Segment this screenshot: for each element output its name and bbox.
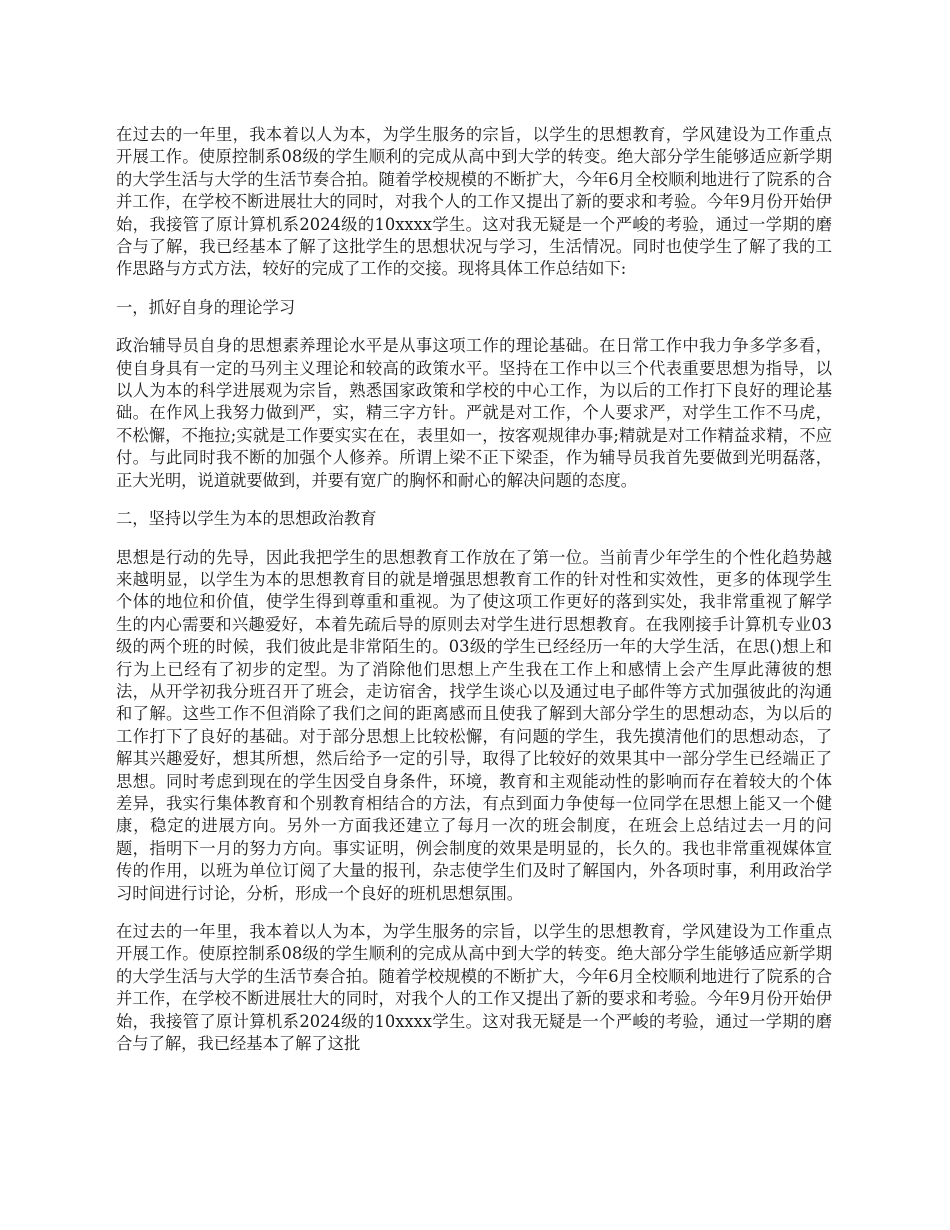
ideological-education-paragraph: 思想是行动的先导，因此我把学生的思想教育工作放在了第一位。当前青少年学生的个性化趋势越来越明显，以学生为本的思想教育目的就是增强思想教育工作的针对性和实效性，更多的体现学生个体的地位和价值，使学生得到尊重和重视。为了使这项工作更好的落到实处，我非常重视了解学生的内心需要和兴趣爱好，本着先疏后导的原则去对学生进行思想教育。在我刚接手计算机专业03级的两个班的时候，我们彼此是非常陌生的。03级的学生已经经历一年的大学生活，在思()想上和行为上已经有了初步的定型。为了消除他们思想上产生我在工作上和感情上会产生厚此薄彼的想法，从开学初我分班召开了班会，走访宿舍，找学生谈心以及通过电子邮件等方式加强彼此的沟通和了解。这些工作不但消除了我们之间的距离感而且使我了解到大部分学生的思想动态，为以后的工作打下了良好的基础。对于部分思想上比较松懈，有问题的学生，我先摸清他们的思想动态，了解其兴趣爱好，想其所想，然后给予一定的引导，取得了比较好的效果其中一部分学生已经端正了思想。同时考虑到现在的学生因受自身条件，环境，教育和主观能动性的影响而存在着较大的个体差异，我实行集体教育和个别教育相结合的方法，有点到面力争使每一位同学在思想上能又一个健康，稳定的进展方向。另外一方面我还建立了每月一次的班会制度，在班会上总结过去一月的问题，指明下一月的努力方向。事实证明，例会制度的效果是明显的，长久的。我也非常重视媒体宣传的作用，以班为单位订阅了大量的报刊，杂志使学生们及时了解国内，外各项时事，利用政治学习时间进行讨论，分析，形成一个良好的班机思想氛围。 bbox=[116, 547, 832, 903]
section-heading-1: 一，抓好自身的理论学习 bbox=[116, 297, 296, 317]
theory-study-paragraph: 政治辅导员自身的思想素养理论水平是从事这项工作的理论基础。在日常工作中我力争多学多看，使自身具有一定的马列主义理论和较高的政策水平。坚持在工作中以三个代表重要思想为指导，以以人为本的科学进展观为宗旨，熟悉国家政策和学校的中心工作，为以后的工作打下良好的理论基础。在作风上我努力做到严，实，精三字方针。严就是对工作，个人要求严，对学生工作不马虎，不松懈，不拖拉;实就是工作要实实在在，表里如一，按客观规律办事;精就是对工作精益求精，不应付。与此同时我不断的加强个人修养。所谓上梁不正下梁歪，作为辅导员我首先要做到光明磊落，正大光明，说道就要做到，并要有宽广的胸怀和耐心的解决问题的态度。 bbox=[116, 336, 832, 490]
intro-paragraph: 在过去的一年里，我本着以人为本，为学生服务的宗旨，以学生的思想教育，学风建设为工作重点开展工作。使原控制系08级的学生顺利的完成从高中到大学的转变。绝大部分学生能够适应新学期的大学生活与大学的生活节奏合拍。随着学校规模的不断扩大，今年6月全校顺利地进行了院系的合并工作，在学校不断进展壮大的同时，对我个人的工作又提出了新的要求和考验。今年9月份开始伊始，我接管了原计算机系2024级的10xxxx学生。这对我无疑是一个严峻的考验，通过一学期的磨合与了解，我已经基本了解了这批学生的思想状况与学习，生活情况。同时也使学生了解了我的工作思路与方式方法，较好的完成了工作的交接。现将具体工作总结如下: bbox=[116, 125, 832, 279]
section-heading-2: 二，坚持以学生为本的思想政治教育 bbox=[116, 509, 377, 529]
repeated-intro-paragraph: 在过去的一年里，我本着以人为本，为学生服务的宗旨，以学生的思想教育，学风建设为工作重点开展工作。使原控制系08级的学生顺利的完成从高中到大学的转变。绝大部分学生能够适应新学期的大学生活与大学的生活节奏合拍。随着学校规模的不断扩大，今年6月全校顺利地进行了院系的合并工作，在学校不断进展壮大的同时，对我个人的工作又提出了新的要求和考验。今年9月份开始伊始，我接管了原计算机系2024级的10xxxx学生。这对我无疑是一个严峻的考验，通过一学期的磨合与了解，我已经基本了解了这批 bbox=[116, 922, 832, 1054]
